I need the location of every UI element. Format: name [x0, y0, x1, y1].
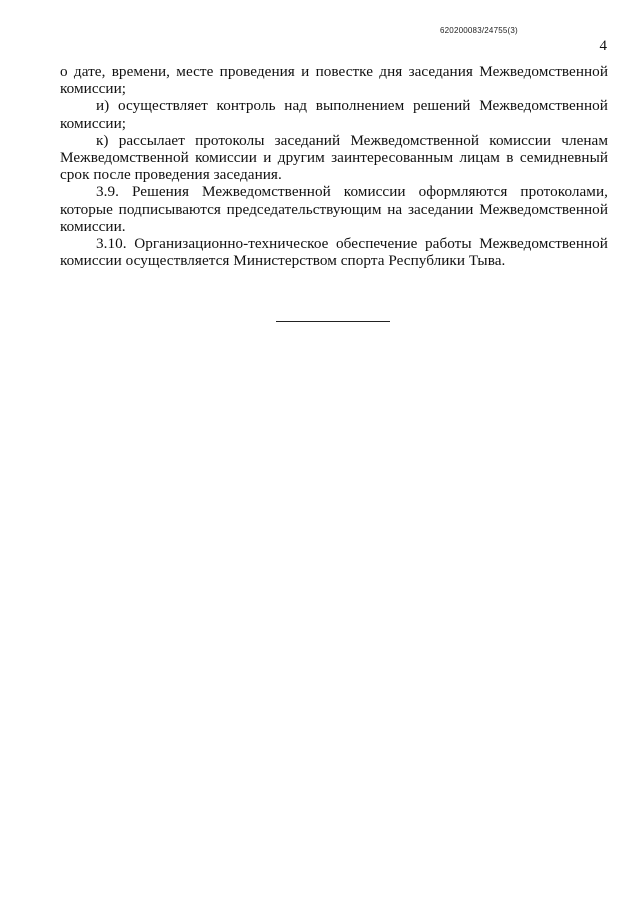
- document-code: 620200083/24755(3): [440, 26, 518, 35]
- paragraph-continuation: о дате, времени, месте проведения и повестке дня заседания Межведомственной комиссии;: [60, 63, 608, 98]
- document-body: [60, 63, 608, 269]
- paragraph-item-i: и) осуществляет контроль над выполнением решений Межведомственной комиссии;: [60, 97, 608, 132]
- end-separator-line: [276, 321, 390, 322]
- paragraph-3-9: 3.9. Решения Межведомственной комиссии оформляются протоколами, которые подписываются председательствующим на заседании Межведомственной комиссии.: [60, 183, 608, 235]
- page-number: 4: [599, 38, 607, 54]
- paragraph-item-k: к) рассылает протоколы заседаний Межведомственной комиссии членам Межведомственной комиссии и другим заинтересованным лицам в семидневный срок после проведения заседания.: [60, 131, 608, 184]
- paragraph-3-10: 3.10. Организационно-техническое обеспечение работы Межведомственной комиссии осуществляется Министерством спорта Республики Тыва.: [60, 235, 608, 270]
